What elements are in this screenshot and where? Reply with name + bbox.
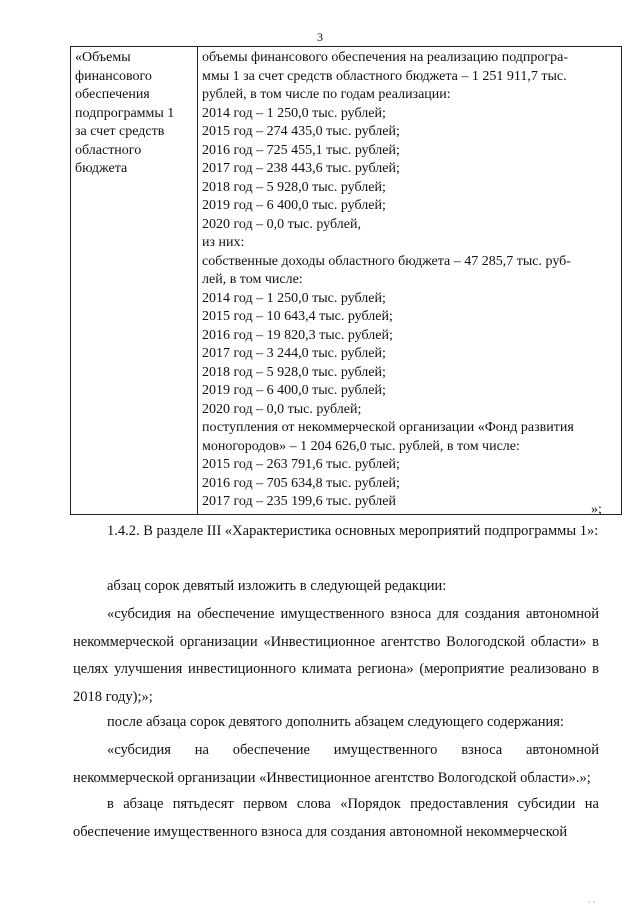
paragraph-quoted-text: «субсидия на обеспечение имущественного взноса автономной некоммерческой организации «Инвестиционное агентство Вологодской области».»; [73,742,599,786]
page-number: 3 [317,30,323,44]
left-cell-line: за счет средств [75,124,165,139]
financing-table [70,46,622,515]
right-cell-line: 2014 год – 1 250,0 тыс. рублей; [202,290,386,306]
left-cell-line: обеспечения [75,87,150,102]
right-cell-line: поступления от некоммерческой организации «Фонд развития [202,420,574,435]
right-cell-line: 2015 год – 274 435,0 тыс. рублей; [202,124,400,139]
right-cell-line: 2015 год – 263 791,6 тыс. рублей; [202,457,400,472]
scan-mark: · · [588,898,596,907]
closing-quote-mark: »; [591,502,602,517]
paragraph-instruction: после абзаца сорок девятого дополнить абзацем следующего содержания: [107,714,564,730]
right-cell-line: 2019 год – 6 400,0 тыс. рублей; [202,198,386,213]
right-cell-line: 2016 год – 705 634,8 тыс. рублей; [202,475,400,491]
right-cell-line: 2018 год – 5 928,0 тыс. рублей; [202,364,386,380]
right-cell-line: 2016 год – 19 820,3 тыс. рублей; [202,327,393,343]
right-cell-line: 2019 год – 6 400,0 тыс. рублей; [202,383,386,398]
left-cell-line: подпрограммы 1 [75,105,175,121]
right-cell-line: 2020 год – 0,0 тыс. рублей; [202,401,362,417]
right-cell-line: 2020 год – 0,0 тыс. рублей, [202,216,361,232]
right-cell-line: 2018 год – 5 928,0 тыс. рублей; [202,179,386,195]
left-cell-line: бюджета [75,161,128,176]
table-right-cell [198,47,622,515]
paragraph-instruction: абзац сорок девятый изложить в следующей редакции: [107,578,447,594]
right-cell-line: 2017 год – 238 443,6 тыс. рублей; [202,161,400,176]
paragraph-instruction: в абзаце пятьдесят первом слова «Порядок предоставления субсидии на обеспечение имущественного взноса для создания автономной некоммерческой [73,796,599,840]
paragraph-quoted-text: «субсидия на обеспечение имущественного взноса для создания автономной некоммерческой организации «Инвестиционное агентство Вологодской области» в целях улучшения инвестиционного климата региона» (мероприятие реализовано в 2018 году);»; [73,606,599,705]
left-cell-line: областного [75,142,142,158]
right-cell-line: лей, в том числе: [202,272,303,287]
right-cell-line: 2015 год – 10 643,4 тыс. рублей; [202,309,393,324]
right-cell-line: 2017 год – 3 244,0 тыс. рублей; [202,346,386,361]
right-cell-line: ммы 1 за счет средств областного бюджета – 1 251 911,7 тыс. [202,68,567,84]
left-cell-line: «Объемы [75,50,131,65]
paragraph-section-1-4-2: 1.4.2. В разделе III «Характеристика основных мероприятий подпрограммы 1»: [107,523,599,539]
right-cell-line: 2014 год – 1 250,0 тыс. рублей; [202,105,386,121]
table-row [71,47,622,515]
right-cell-line: собственные доходы областного бюджета – 47 285,7 тыс. руб- [202,253,571,269]
right-cell-line: рублей, в том числе по годам реализации: [202,87,451,102]
right-cell-line: 2016 год – 725 455,1 тыс. рублей; [202,142,400,158]
right-cell-line: объемы финансового обеспечения на реализацию подпрогра- [202,50,569,65]
left-cell-line: финансового [75,68,152,84]
right-cell-line: моногородов» – 1 204 626,0 тыс. рублей, в том числе: [202,438,520,454]
right-cell-line: 2017 год – 235 199,6 тыс. рублей [202,494,396,509]
table-left-cell [71,47,198,515]
right-cell-line: из них: [202,235,245,250]
